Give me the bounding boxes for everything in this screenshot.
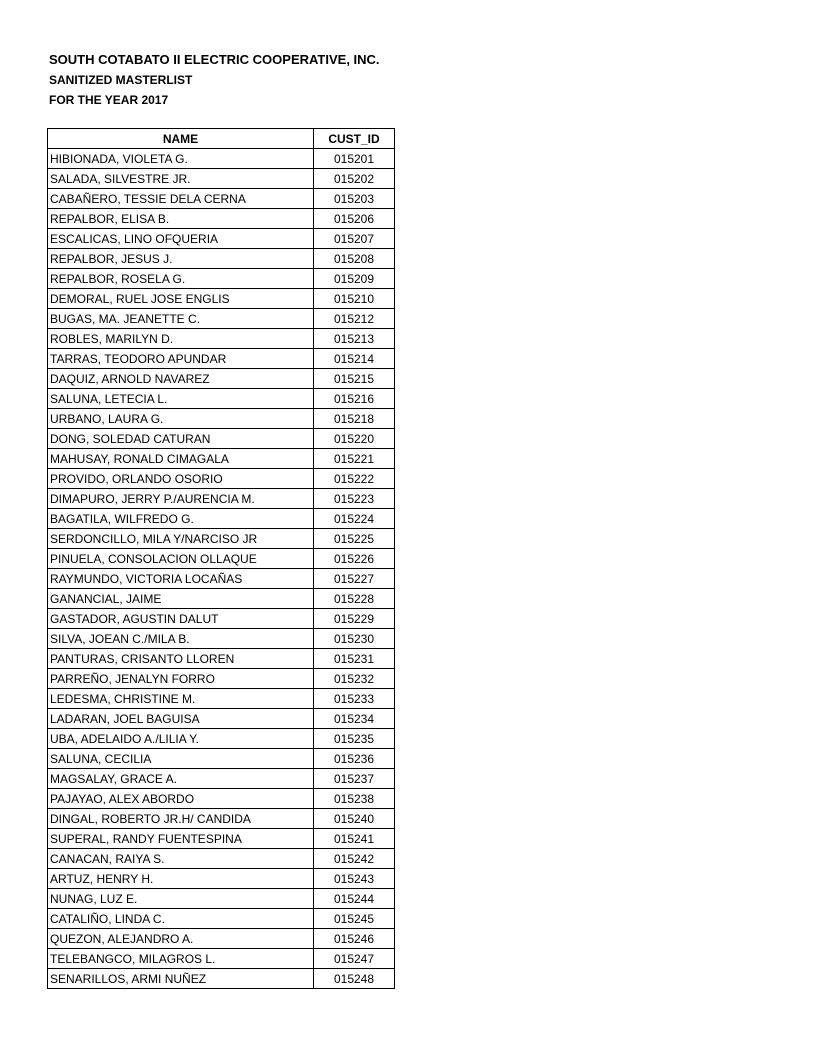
customer-id-cell: 015210 bbox=[314, 289, 395, 309]
table-row bbox=[48, 729, 395, 749]
table-row bbox=[48, 769, 395, 789]
customer-name-cell: NUNAG, LUZ E. bbox=[48, 889, 314, 909]
customer-name-cell: DIMAPURO, JERRY P./AURENCIA M. bbox=[48, 489, 314, 509]
table-row bbox=[48, 289, 395, 309]
customer-id-cell: 015206 bbox=[314, 209, 395, 229]
table-row bbox=[48, 809, 395, 829]
customer-id-cell: 015203 bbox=[314, 189, 395, 209]
customer-name-cell: PROVIDO, ORLANDO OSORIO bbox=[48, 469, 314, 489]
customer-id-cell: 015225 bbox=[314, 529, 395, 549]
customer-id-cell: 015229 bbox=[314, 609, 395, 629]
customer-id-cell: 015240 bbox=[314, 809, 395, 829]
customer-id-cell: 015238 bbox=[314, 789, 395, 809]
customer-name-cell: REPALBOR, JESUS J. bbox=[48, 249, 314, 269]
customer-id-cell: 015243 bbox=[314, 869, 395, 889]
table-row bbox=[48, 689, 395, 709]
customer-name-cell: HIBIONADA, VIOLETA G. bbox=[48, 149, 314, 169]
customer-id-cell: 015224 bbox=[314, 509, 395, 529]
customer-name-cell: ROBLES, MARILYN D. bbox=[48, 329, 314, 349]
customer-name-cell: DONG, SOLEDAD CATURAN bbox=[48, 429, 314, 449]
table-row bbox=[48, 629, 395, 649]
table-row bbox=[48, 909, 395, 929]
customer-id-cell: 015214 bbox=[314, 349, 395, 369]
customer-name-cell: REPALBOR, ELISA B. bbox=[48, 209, 314, 229]
column-header-name: NAME bbox=[48, 129, 314, 149]
customer-id-cell: 015232 bbox=[314, 669, 395, 689]
customer-id-cell: 015218 bbox=[314, 409, 395, 429]
document-title: SANITIZED MASTERLIST bbox=[49, 73, 193, 87]
customer-name-cell: SALADA, SILVESTRE JR. bbox=[48, 169, 314, 189]
customer-id-cell: 015246 bbox=[314, 929, 395, 949]
customer-id-cell: 015230 bbox=[314, 629, 395, 649]
company-name: SOUTH COTABATO II ELECTRIC COOPERATIVE, INC. bbox=[49, 52, 380, 67]
customer-name-cell: RAYMUNDO, VICTORIA LOCAÑAS bbox=[48, 569, 314, 589]
customer-name-cell: DAQUIZ, ARNOLD NAVAREZ bbox=[48, 369, 314, 389]
table-row bbox=[48, 849, 395, 869]
table-row bbox=[48, 389, 395, 409]
customer-id-cell: 015234 bbox=[314, 709, 395, 729]
table-row bbox=[48, 269, 395, 289]
customer-id-cell: 015208 bbox=[314, 249, 395, 269]
table-row bbox=[48, 509, 395, 529]
customer-id-cell: 015207 bbox=[314, 229, 395, 249]
table-row bbox=[48, 669, 395, 689]
customer-id-cell: 015216 bbox=[314, 389, 395, 409]
table-row bbox=[48, 309, 395, 329]
table-row bbox=[48, 589, 395, 609]
customer-id-cell: 015222 bbox=[314, 469, 395, 489]
customer-name-cell: TARRAS, TEODORO APUNDAR bbox=[48, 349, 314, 369]
table-header-row bbox=[48, 129, 395, 149]
table-row bbox=[48, 789, 395, 809]
customer-name-cell: MAGSALAY, GRACE A. bbox=[48, 769, 314, 789]
document-header bbox=[49, 50, 380, 110]
customer-name-cell: PINUELA, CONSOLACION OLLAQUE bbox=[48, 549, 314, 569]
customer-name-cell: CABAÑERO, TESSIE DELA CERNA bbox=[48, 189, 314, 209]
table-row bbox=[48, 189, 395, 209]
table-row bbox=[48, 549, 395, 569]
customer-id-cell: 015248 bbox=[314, 969, 395, 989]
table-row bbox=[48, 949, 395, 969]
customer-name-cell: ESCALICAS, LINO OFQUERIA bbox=[48, 229, 314, 249]
customer-name-cell: SENARILLOS, ARMI NUÑEZ bbox=[48, 969, 314, 989]
customer-name-cell: CANACAN, RAIYA S. bbox=[48, 849, 314, 869]
customer-id-cell: 015213 bbox=[314, 329, 395, 349]
table-row bbox=[48, 489, 395, 509]
customer-name-cell: GANANCIAL, JAIME bbox=[48, 589, 314, 609]
document-year: FOR THE YEAR 2017 bbox=[49, 93, 169, 107]
table-row bbox=[48, 229, 395, 249]
table-row bbox=[48, 529, 395, 549]
customer-name-cell: BAGATILA, WILFREDO G. bbox=[48, 509, 314, 529]
table-row bbox=[48, 449, 395, 469]
customer-name-cell: REPALBOR, ROSELA G. bbox=[48, 269, 314, 289]
table-row bbox=[48, 869, 395, 889]
table-row bbox=[48, 249, 395, 269]
customer-id-cell: 015201 bbox=[314, 149, 395, 169]
customer-name-cell: MAHUSAY, RONALD CIMAGALA bbox=[48, 449, 314, 469]
customer-name-cell: DEMORAL, RUEL JOSE ENGLIS bbox=[48, 289, 314, 309]
customer-id-cell: 015247 bbox=[314, 949, 395, 969]
table-row bbox=[48, 409, 395, 429]
customer-id-cell: 015228 bbox=[314, 589, 395, 609]
table-row bbox=[48, 709, 395, 729]
table-row bbox=[48, 209, 395, 229]
customer-id-cell: 015221 bbox=[314, 449, 395, 469]
customer-id-cell: 015236 bbox=[314, 749, 395, 769]
customer-name-cell: LEDESMA, CHRISTINE M. bbox=[48, 689, 314, 709]
customer-name-cell: SERDONCILLO, MILA Y/NARCISO JR bbox=[48, 529, 314, 549]
customer-name-cell: ARTUZ, HENRY H. bbox=[48, 869, 314, 889]
customer-name-cell: PAJAYAO, ALEX ABORDO bbox=[48, 789, 314, 809]
customer-id-cell: 015227 bbox=[314, 569, 395, 589]
customer-id-cell: 015237 bbox=[314, 769, 395, 789]
customer-id-cell: 015212 bbox=[314, 309, 395, 329]
customer-id-cell: 015233 bbox=[314, 689, 395, 709]
customer-id-cell: 015231 bbox=[314, 649, 395, 669]
customer-name-cell: CATALIÑO, LINDA C. bbox=[48, 909, 314, 929]
customer-id-cell: 015241 bbox=[314, 829, 395, 849]
customer-id-cell: 015202 bbox=[314, 169, 395, 189]
customer-name-cell: QUEZON, ALEJANDRO A. bbox=[48, 929, 314, 949]
column-header-cust-id: CUST_ID bbox=[314, 129, 395, 149]
customer-name-cell: UBA, ADELAIDO A./LILIA Y. bbox=[48, 729, 314, 749]
customer-id-cell: 015242 bbox=[314, 849, 395, 869]
customer-name-cell: PANTURAS, CRISANTO LLOREN bbox=[48, 649, 314, 669]
customer-name-cell: URBANO, LAURA G. bbox=[48, 409, 314, 429]
customer-id-cell: 015235 bbox=[314, 729, 395, 749]
customer-id-cell: 015245 bbox=[314, 909, 395, 929]
table-row bbox=[48, 469, 395, 489]
table-row bbox=[48, 929, 395, 949]
customer-name-cell: SALUNA, CECILIA bbox=[48, 749, 314, 769]
customer-name-cell: SILVA, JOEAN C./MILA B. bbox=[48, 629, 314, 649]
table-row bbox=[48, 969, 395, 989]
table-row bbox=[48, 429, 395, 449]
table-row bbox=[48, 569, 395, 589]
table-row bbox=[48, 829, 395, 849]
customer-name-cell: SUPERAL, RANDY FUENTESPINA bbox=[48, 829, 314, 849]
customer-id-cell: 015215 bbox=[314, 369, 395, 389]
customer-name-cell: GASTADOR, AGUSTIN DALUT bbox=[48, 609, 314, 629]
table-row bbox=[48, 369, 395, 389]
table-row bbox=[48, 889, 395, 909]
customer-id-cell: 015223 bbox=[314, 489, 395, 509]
masterlist-table bbox=[47, 128, 395, 989]
table-row bbox=[48, 169, 395, 189]
customer-name-cell: DINGAL, ROBERTO JR.H/ CANDIDA bbox=[48, 809, 314, 829]
table-row bbox=[48, 649, 395, 669]
customer-name-cell: BUGAS, MA. JEANETTE C. bbox=[48, 309, 314, 329]
table-row bbox=[48, 349, 395, 369]
customer-id-cell: 015209 bbox=[314, 269, 395, 289]
table-row bbox=[48, 329, 395, 349]
customer-id-cell: 015226 bbox=[314, 549, 395, 569]
table-row bbox=[48, 609, 395, 629]
customer-name-cell: LADARAN, JOEL BAGUISA bbox=[48, 709, 314, 729]
table-row bbox=[48, 749, 395, 769]
customer-name-cell: TELEBANGCO, MILAGROS L. bbox=[48, 949, 314, 969]
table-row bbox=[48, 149, 395, 169]
customer-name-cell: PARREÑO, JENALYN FORRO bbox=[48, 669, 314, 689]
customer-id-cell: 015220 bbox=[314, 429, 395, 449]
customer-name-cell: SALUNA, LETECIA L. bbox=[48, 389, 314, 409]
customer-id-cell: 015244 bbox=[314, 889, 395, 909]
